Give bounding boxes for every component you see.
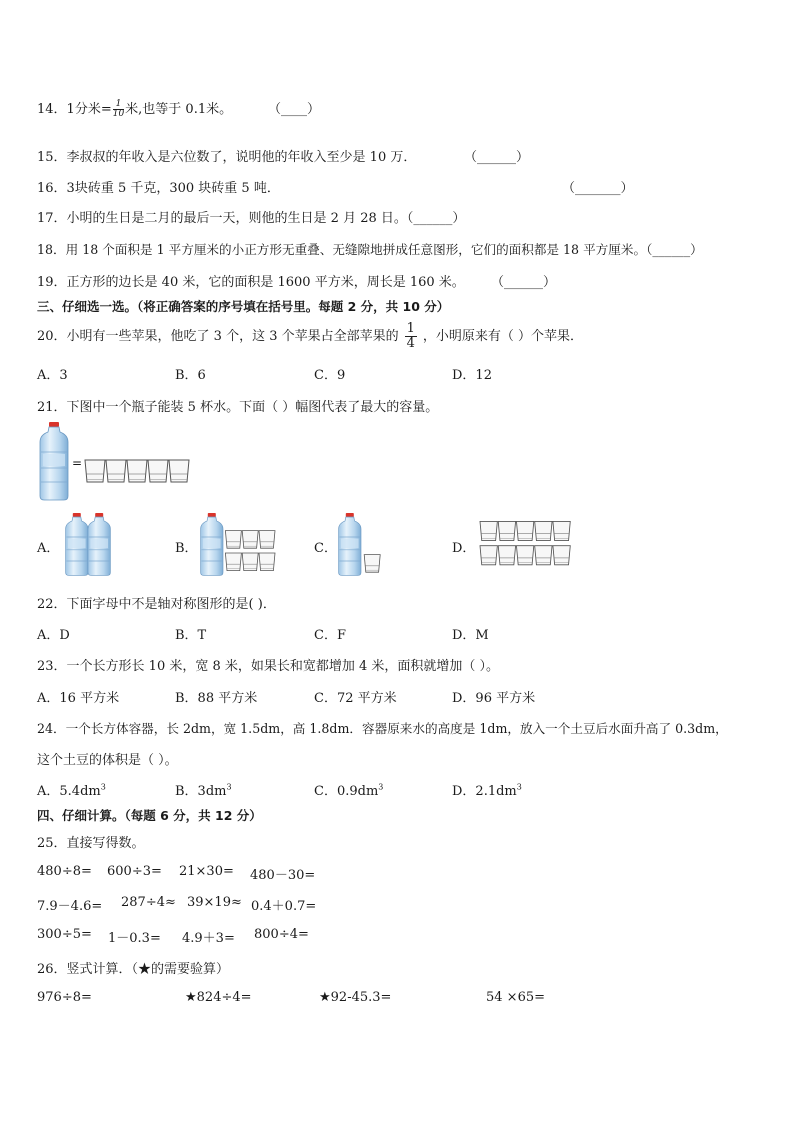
cup-icon: [259, 531, 275, 549]
cup-icon: [242, 531, 258, 549]
bottle-icon: [339, 513, 361, 575]
question-14: [37, 98, 232, 119]
question-19: 19．正方形的边长是 40 米，它的面积是 1600 平方米，周长是 160 米。: [37, 275, 465, 290]
cup-icon: [148, 460, 168, 482]
q24-option-c-text: C．0.9dm: [314, 784, 379, 799]
q21-option-a-label[interactable]: A．: [37, 541, 60, 556]
question-16: 16．3块砖重 5 千克，300 块砖重 5 吨．: [37, 181, 280, 196]
question-24-line-2: 这个土豆的体积是（ ）。: [37, 753, 178, 768]
q21-option-d-label[interactable]: D．: [452, 541, 476, 556]
q25-r1-c1: 480÷8=: [37, 864, 92, 879]
question-26: 26．竖式计算．（★的需要验算）: [37, 962, 230, 977]
cup-icon: [535, 521, 552, 540]
q14-prefix: 14．1分米=: [37, 102, 112, 117]
q20-option-c[interactable]: C．9: [314, 368, 346, 383]
q22-option-c[interactable]: C．F: [314, 628, 346, 643]
q25-r3-c3: 4.9＋3=: [182, 931, 235, 946]
q20-prefix: 20．小明有一些苹果，他吃了 3 个，这 3 个苹果占全部苹果的: [37, 329, 399, 344]
question-17: 17．小明的生日是二月的最后一天，则他的生日是 2 月 28 日。（______）: [37, 211, 466, 226]
q25-r2-c4: 0.4＋0.7=: [251, 899, 317, 914]
q24-option-d-sup: 3: [516, 782, 522, 792]
q21-equals-sign: =: [72, 456, 83, 470]
q24-option-a[interactable]: [37, 780, 106, 799]
q14-frac-den: 10: [112, 109, 125, 119]
question-25: 25．直接写得数。: [37, 836, 145, 851]
q25-r2-c2: 287÷4≈: [121, 895, 176, 910]
q24-option-b-text: B．3dm: [175, 784, 227, 799]
section-3-heading: 三、仔细选一选。（将正确答案的序号填在括号里。每题 2 分，共 10 分）: [37, 299, 450, 314]
question-15: 15．李叔叔的年收入是六位数了，说明他的年收入至少是 10 万．: [37, 150, 417, 165]
q20-frac-num: 1: [406, 321, 415, 336]
q26-item-1: 976÷8=: [37, 990, 92, 1005]
q24-option-d-text: D．2.1dm: [452, 784, 517, 799]
q21-option-b-figure[interactable]: [200, 513, 278, 577]
q25-r2-c1: 7.9－4.6=: [37, 899, 103, 914]
q21-option-a-figure[interactable]: [60, 513, 116, 577]
bottle-icon: [201, 513, 223, 575]
cup-icon: [127, 460, 147, 482]
q21-option-b-label[interactable]: B．: [175, 541, 198, 556]
cup-icon: [480, 546, 497, 565]
q21-option-d-figure[interactable]: [480, 518, 572, 570]
q20-option-d[interactable]: D．12: [452, 368, 492, 383]
q23-option-d[interactable]: D．96 平方米: [452, 691, 536, 706]
cup-icon: [553, 546, 570, 565]
q25-r2-c3: 39×19≈: [187, 895, 242, 910]
q20-fraction: [405, 322, 417, 351]
q23-option-b[interactable]: B．88 平方米: [175, 691, 258, 706]
q26-item-2: ★824÷4=: [185, 990, 252, 1005]
cup-icon: [553, 521, 570, 540]
q25-r1-c2: 600÷3=: [107, 864, 162, 879]
bottle-icon: [88, 513, 110, 575]
q14-answer-blank[interactable]: （____）: [268, 102, 321, 117]
cup-icon: [480, 521, 497, 540]
q14-suffix: 米,也等于 0.1米。: [125, 102, 233, 117]
q24-option-d[interactable]: [452, 780, 522, 799]
cup-icon: [364, 555, 380, 573]
q24-option-a-text: A．5.4dm: [37, 784, 101, 799]
q23-option-c[interactable]: C．72 平方米: [314, 691, 397, 706]
q21-option-c-figure[interactable]: [337, 513, 385, 577]
q19-answer-blank[interactable]: （______）: [491, 275, 557, 290]
bottle-icon: [66, 513, 88, 575]
cup-icon: [498, 546, 515, 565]
cup-icon: [85, 460, 105, 482]
q24-option-b[interactable]: [175, 780, 232, 799]
question-20: [37, 322, 583, 351]
cup-icon: [259, 553, 275, 571]
q24-option-b-sup: 3: [226, 782, 232, 792]
question-18: 18．用 18 个面积是 1 平方厘米的小正方形无重叠、无缝隙地拼成任意图形，它们的面积都是 18 平方厘米。（______）: [37, 242, 703, 257]
cup-icon: [498, 521, 515, 540]
q25-r1-c3: 21×30=: [179, 864, 234, 879]
cup-icon: [225, 553, 241, 571]
question-24-line-1: 24．一个长方体容器，长 2dm，宽 1.5dm，高 1.8dm．容器原来水的高度是 1dm，放入一个土豆后水面升高了 0.3dm，: [37, 721, 728, 736]
question-21: 21．下图中一个瓶子能装 5 杯水。下面（ ）幅图代表了最大的容量。: [37, 400, 439, 415]
q22-option-b[interactable]: B．T: [175, 628, 207, 643]
q25-r3-c1: 300÷5=: [37, 927, 92, 942]
cup-icon: [535, 546, 552, 565]
cup-icon: [516, 521, 533, 540]
q20-suffix: ，小明原来有（ ）个苹果．: [422, 329, 584, 344]
q15-answer-blank[interactable]: （______）: [464, 150, 530, 165]
section-4-heading: 四、仔细计算。（每题 6 分，共 12 分）: [37, 808, 262, 823]
q26-item-4: 54 ×65=: [486, 990, 546, 1005]
q26-item-3: ★92-45.3=: [319, 990, 392, 1005]
q24-option-c-sup: 3: [378, 782, 384, 792]
q22-option-d[interactable]: D．M: [452, 628, 489, 643]
q23-option-a[interactable]: A．16 平方米: [37, 691, 120, 706]
q21-option-c-label[interactable]: C．: [314, 541, 337, 556]
q20-frac-den: 4: [406, 336, 415, 351]
question-23: 23．一个长方形长 10 米，宽 8 米，如果长和宽都增加 4 米，面积就增加（ ）。: [37, 659, 500, 674]
q22-option-a[interactable]: A．D: [37, 628, 70, 643]
cup-icon: [516, 546, 533, 565]
cup-icon: [169, 460, 189, 482]
q24-option-a-sup: 3: [100, 782, 106, 792]
cup-icon: [225, 531, 241, 549]
q21-reference-cups: [85, 460, 195, 486]
q25-r1-c4: 480－30=: [250, 868, 316, 883]
q24-option-c[interactable]: [314, 780, 383, 799]
q14-frac-num: 1: [113, 100, 124, 110]
bottle-icon: [40, 422, 68, 500]
q20-option-b[interactable]: B．6: [175, 368, 206, 383]
q16-answer-blank[interactable]: （_______）: [562, 181, 634, 196]
cup-icon: [242, 553, 258, 571]
question-22: 22．下面字母中不是轴对称图形的是( )．: [37, 597, 276, 612]
q25-r3-c2: 1－0.3=: [108, 931, 161, 946]
q20-option-a[interactable]: A．3: [37, 368, 68, 383]
q25-r3-c4: 800÷4=: [254, 927, 309, 942]
q14-fraction: [113, 100, 124, 119]
cup-icon: [106, 460, 126, 482]
